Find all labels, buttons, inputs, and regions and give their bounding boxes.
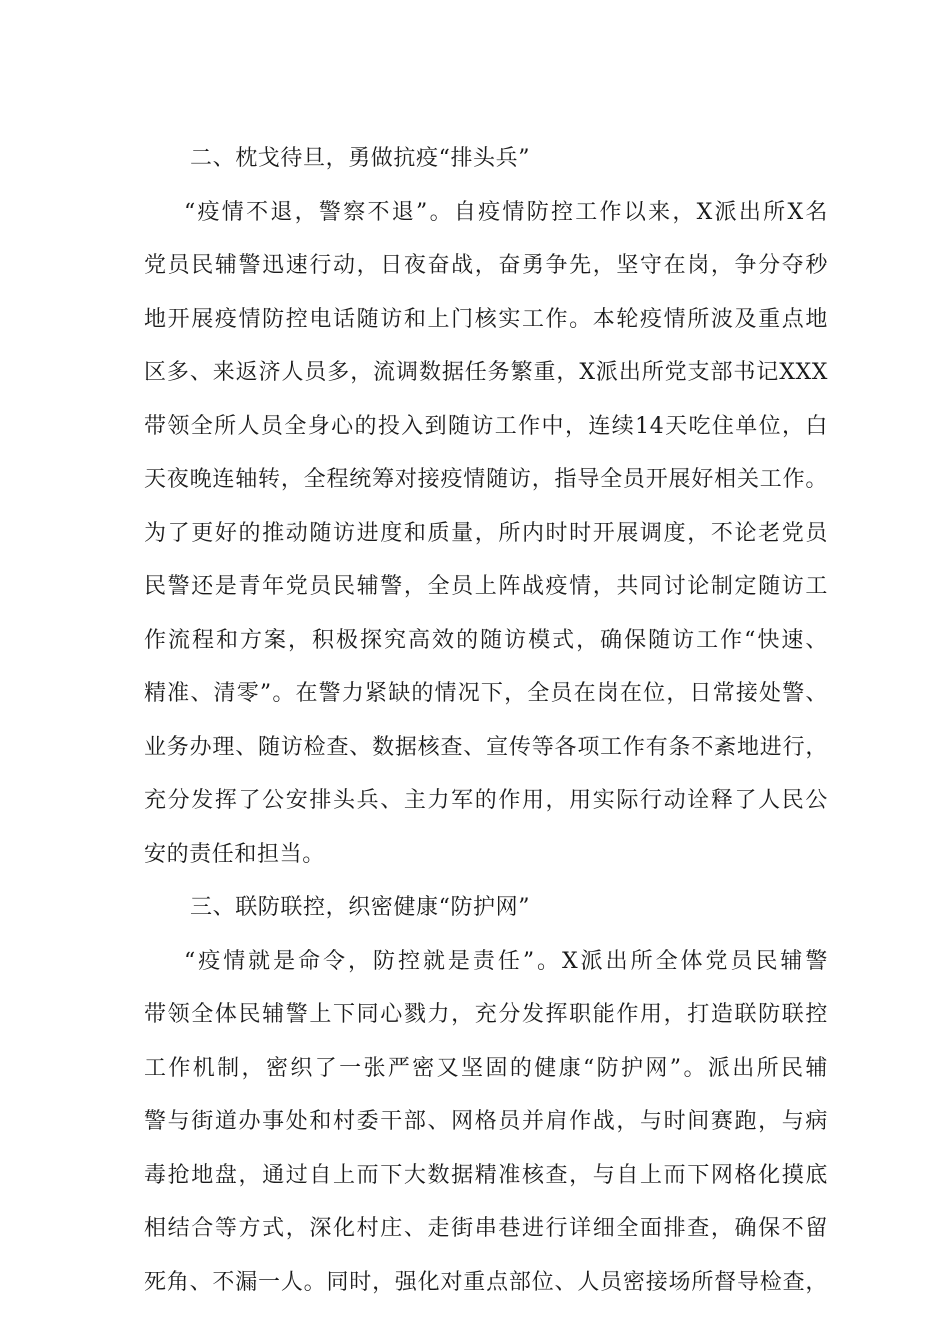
paragraph-line: 地开展疫情防控电话随访和上门核实工作。本轮疫情所波及重点地 xyxy=(144,306,828,332)
section-heading-2: 二、枕戈待旦，勇做抗疫“排头兵” xyxy=(190,146,531,171)
paragraph-line: 带领全所人员全身心的投入到随访工作中，连续14天吃住单位，白 xyxy=(144,413,828,439)
paragraph-line: 警与街道办事处和村委干部、网格员并肩作战，与时间赛跑，与病 xyxy=(144,1109,828,1134)
paragraph-line-last: 安的责任和担当。 xyxy=(144,841,325,867)
paragraph-line: 充分发挥了公安排头兵、主力军的作用，用实际行动诠释了人民公 xyxy=(144,788,828,813)
paragraph-line: 党员民辅警迅速行动，日夜奋战，奋勇争先，坚守在岗，争分夺秒 xyxy=(144,253,828,278)
paragraph-line: 为了更好的推动随访进度和质量，所内时时开展调度，不论老党员 xyxy=(144,520,828,546)
paragraph-line: 相结合等方式，深化村庄、走街串巷进行详细全面排查，确保不留 xyxy=(144,1216,828,1241)
paragraph-line: 死角、不漏一人。同时，强化对重点部位、人员密接场所督导检查， xyxy=(144,1269,828,1295)
paragraph-line: 作流程和方案，积极探究高效的随访模式，确保随访工作“快速、 xyxy=(144,627,828,653)
paragraph-line: 工作机制，密织了一张严密又坚固的健康“防护网”。派出所民辅 xyxy=(144,1055,828,1081)
paragraph-line: 毒抢地盘，通过自上而下大数据精准核查，与自上而下网格化摸底 xyxy=(144,1162,828,1188)
section-heading-3: 三、联防联控，织密健康“防护网” xyxy=(190,895,531,920)
document-page xyxy=(144,132,828,1309)
paragraph-line: 民警还是青年党员民辅警，全员上阵战疫情，共同讨论制定随访工 xyxy=(144,574,828,599)
paragraph-line: 区多、来返济人员多，流调数据任务繁重，X派出所党支部书记XXX xyxy=(144,360,828,385)
paragraph-line: 业务办理、随访检查、数据核查、宣传等各项工作有条不紊地进行， xyxy=(144,734,828,760)
paragraph-line: 天夜晚连轴转，全程统筹对接疫情随访，指导全员开展好相关工作。 xyxy=(144,467,828,492)
paragraph-line: 带领全体民辅警上下同心戮力，充分发挥职能作用，打造联防联控 xyxy=(144,1002,828,1027)
paragraph-line: “疫情不退，警察不退”。自疫情防控工作以来，X派出所X名 xyxy=(184,199,828,225)
paragraph-line: “疫情就是命令，防控就是责任”。X派出所全体党员民辅警 xyxy=(184,948,828,974)
paragraph-line: 精准、清零”。在警力紧缺的情况下，全员在岗在位，日常接处警、 xyxy=(144,681,828,706)
